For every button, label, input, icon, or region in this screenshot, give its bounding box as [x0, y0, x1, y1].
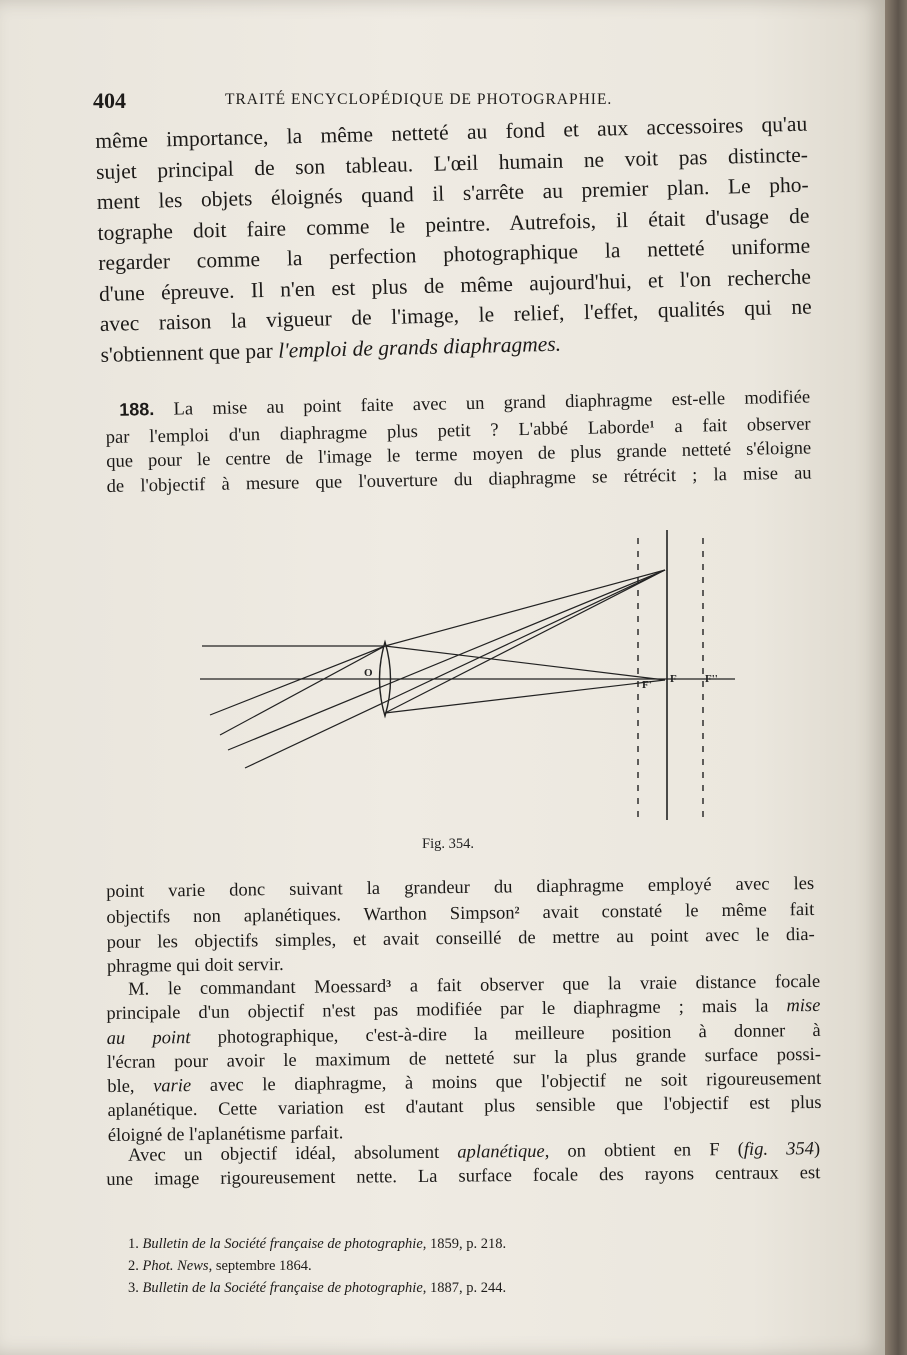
- italic-run: mise: [786, 996, 821, 1017]
- ray: [245, 570, 665, 768]
- paragraph-1: [95, 109, 813, 370]
- footnote-3: [128, 1280, 506, 1297]
- footnote-detail: , septembre 1864.: [208, 1258, 312, 1274]
- label-f: F: [670, 673, 677, 685]
- text-run: principale d'un objectif n'est pas modifiée par le diaphragme ; mais la: [106, 996, 787, 1025]
- text-run: a fait observer que la vraie distance focale: [391, 971, 821, 997]
- footnote-title: Bulletin de la Société française de photographie: [142, 1236, 423, 1252]
- text-line: avec raison la vigueur de l'image, le relief, l'effet, qualités qui ne: [99, 294, 812, 336]
- footnote-number: 2.: [128, 1258, 143, 1274]
- text-line: tographe doit faire comme le peintre. Autrefois, il était d'usage de: [97, 203, 810, 245]
- text-run: objectifs non aplanétiques. Warthon Simpson: [106, 903, 515, 929]
- text-run: , on obtient en F (: [544, 1139, 744, 1162]
- ray: [228, 570, 665, 750]
- text-run: avec le diaphragme, à moins que l'objectif ne soit rigoureusement: [191, 1069, 822, 1097]
- label-f-double: F'': [705, 673, 718, 685]
- text-line: que pour le centre de l'image le terme moyen de plus grande netteté s'éloigne: [106, 438, 812, 472]
- label-o: O: [364, 667, 373, 679]
- footnote-title: Bulletin de la Société française de photographie: [142, 1280, 423, 1296]
- footnote-1: [128, 1236, 506, 1253]
- footnote-2: [128, 1258, 312, 1275]
- italic-run: au point: [106, 1027, 191, 1049]
- text-line: d'une épreuve. Il n'en est plus de même aujourd'hui, et l'on recherche: [98, 264, 812, 306]
- footnote-number: 1.: [128, 1236, 143, 1252]
- section-number: 188.: [119, 399, 155, 420]
- text-line: ment les objets éloignés quand il s'arrête au premier plan. Le pho-: [96, 172, 809, 214]
- paragraph-5: [106, 1137, 820, 1192]
- text-line: sujet principal de son tableau. L'œil humain ne voit pas distincte-: [95, 142, 809, 184]
- text-line: phragme qui doit servir.: [106, 954, 284, 977]
- paragraph-4: [106, 968, 822, 1148]
- paragraph-3: [106, 872, 815, 979]
- text-run: photographique, c'est-à-dire la meilleure position à donner à: [190, 1020, 821, 1048]
- ray: [220, 646, 385, 735]
- ray: [385, 570, 665, 646]
- footnote-title: Phot. News: [142, 1258, 209, 1274]
- label-f-prime: F': [642, 679, 652, 691]
- text-run: La mise au point faite avec un grand diaphragme est-elle modifiée: [154, 387, 811, 421]
- page-number: 404: [93, 88, 126, 113]
- running-header: [93, 88, 693, 116]
- text-run: avait constaté le même fait: [519, 900, 815, 924]
- figure-caption: Fig. 354.: [422, 836, 474, 852]
- ray: [210, 646, 385, 715]
- figure-354: [190, 530, 750, 830]
- footnote-ref: 3: [386, 978, 392, 990]
- text-line: de l'objectif à mesure que l'ouverture du diaphragme se rétrécit ; la mise au: [106, 462, 812, 497]
- text-line: même importance, la même netteté au fond et aux accessoires qu'au: [95, 111, 808, 153]
- text-line: éloigné de l'aplanétisme parfait.: [107, 1123, 344, 1146]
- ray: [385, 646, 665, 680]
- footnote-detail: , 1859, p. 218.: [422, 1236, 507, 1252]
- text-run: par l'emploi d'un diaphragme plus petit ? L'abbé Laborde: [105, 417, 650, 448]
- italic-run: l'emploi de grands diaphragmes.: [277, 331, 562, 363]
- ray: [385, 680, 665, 713]
- running-title: TRAITÉ ENCYCLOPÉDIQUE DE PHOTOGRAPHIE.: [225, 91, 613, 108]
- italic-run: aplanétique: [457, 1141, 545, 1163]
- footnote-detail: , 1887, p. 244.: [422, 1280, 507, 1296]
- text-line: l'écran pour avoir le maximum de netteté sur la plus grande surface possi-: [106, 1044, 822, 1073]
- text-line: pour les objectifs simples, et avait conseillé de mettre au point avec le dia-: [106, 924, 815, 953]
- footnote-ref: 2: [514, 905, 520, 917]
- text-run: ble,: [107, 1076, 154, 1098]
- text-line: regarder comme la perfection photographique la netteté uniforme: [98, 233, 811, 275]
- text-run: a fait observer: [654, 413, 811, 437]
- italic-run: varie: [153, 1076, 192, 1097]
- text-line: une image rigoureusement nette. La surface focale des rayons centraux est: [106, 1163, 821, 1191]
- text-run: s'obtiennent que par: [100, 338, 279, 367]
- page-edge: [885, 0, 907, 1355]
- ray: [385, 570, 665, 713]
- footnote-number: 3.: [128, 1280, 143, 1296]
- footnote-ref: 1: [649, 418, 655, 431]
- text-run: ): [813, 1139, 821, 1160]
- text-line: point varie donc suivant la grandeur du diaphragme employé avec les: [106, 873, 815, 902]
- italic-run: fig. 354: [743, 1139, 815, 1160]
- text-run: M. le commandant Moessard: [128, 976, 387, 1000]
- text-run: Avec un objectif idéal, absolument: [128, 1142, 458, 1166]
- paragraph-188: [105, 384, 812, 499]
- text-line: aplanétique. Cette variation est d'autant plus sensible que l'objectif est plus: [107, 1093, 822, 1122]
